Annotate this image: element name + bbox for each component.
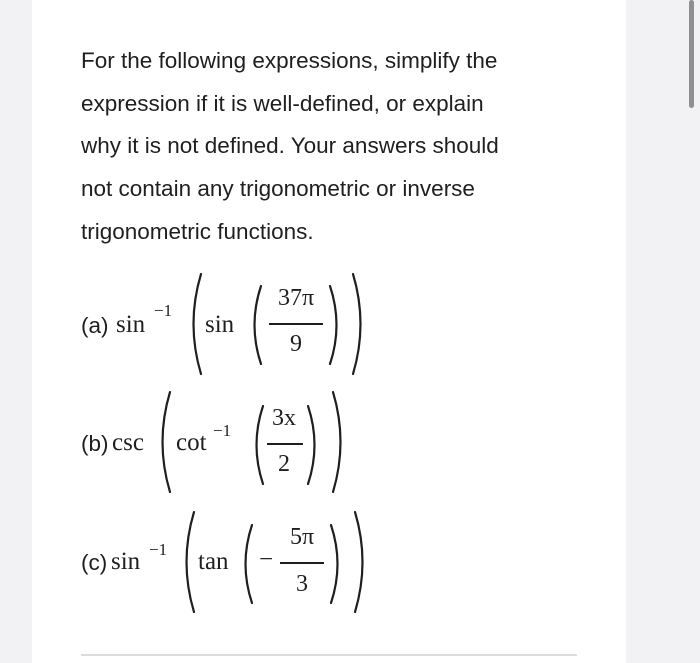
part-a-outer-sup: −1 bbox=[154, 301, 173, 320]
part-b-inner-sup: −1 bbox=[213, 421, 232, 440]
part-b-inner-fn: cot bbox=[176, 429, 207, 456]
part-c-inner-fn: tan bbox=[198, 548, 229, 575]
part-c-outer-sup: −1 bbox=[149, 540, 168, 559]
question-line: expression if it is well-defined, or explain bbox=[81, 90, 484, 116]
right-paren-icon bbox=[327, 522, 347, 606]
right-paren-icon bbox=[351, 508, 373, 616]
part-b-label: (b) bbox=[81, 431, 109, 456]
left-paren-icon bbox=[152, 388, 174, 496]
part-c-label: (c) bbox=[81, 550, 108, 575]
question-line: trigonometric functions. bbox=[81, 218, 314, 244]
part-a-numerator: 37π bbox=[277, 285, 315, 311]
question-line: not contain any trigonometric or inverse bbox=[81, 176, 475, 202]
part-a-denominator: 9 bbox=[290, 331, 302, 357]
fraction-bar bbox=[267, 443, 303, 445]
part-c-denominator: 3 bbox=[296, 571, 308, 597]
question-line: why it is not defined. Your answers should bbox=[81, 133, 499, 159]
part-b-denominator: 2 bbox=[278, 451, 290, 477]
fraction-bar bbox=[280, 562, 324, 564]
fraction-bar bbox=[269, 323, 323, 325]
part-a-outer-fn: sin bbox=[116, 311, 146, 338]
part-b-outer-fn: csc bbox=[112, 429, 144, 456]
part-c-numerator: 5π bbox=[289, 524, 315, 550]
left-paren-icon bbox=[183, 270, 205, 378]
part-c-outer-fn: sin bbox=[111, 548, 141, 575]
question-text bbox=[81, 40, 581, 254]
left-paren-icon bbox=[236, 522, 256, 606]
right-paren-icon bbox=[304, 403, 324, 487]
left-paren-icon bbox=[245, 283, 265, 367]
part-a-label: (a) bbox=[81, 313, 109, 338]
right-paren-icon bbox=[349, 270, 371, 378]
right-paren-icon bbox=[329, 388, 351, 496]
part-b-numerator: 3x bbox=[272, 405, 296, 431]
question-line: For the following expressions, simplify the bbox=[81, 48, 498, 73]
part-a-inner-fn: sin bbox=[205, 311, 235, 338]
right-paren-icon bbox=[326, 283, 346, 367]
scrollbar[interactable] bbox=[689, 0, 694, 108]
part-c-sign: − bbox=[259, 546, 274, 573]
left-paren-icon bbox=[176, 508, 198, 616]
divider bbox=[81, 654, 577, 656]
